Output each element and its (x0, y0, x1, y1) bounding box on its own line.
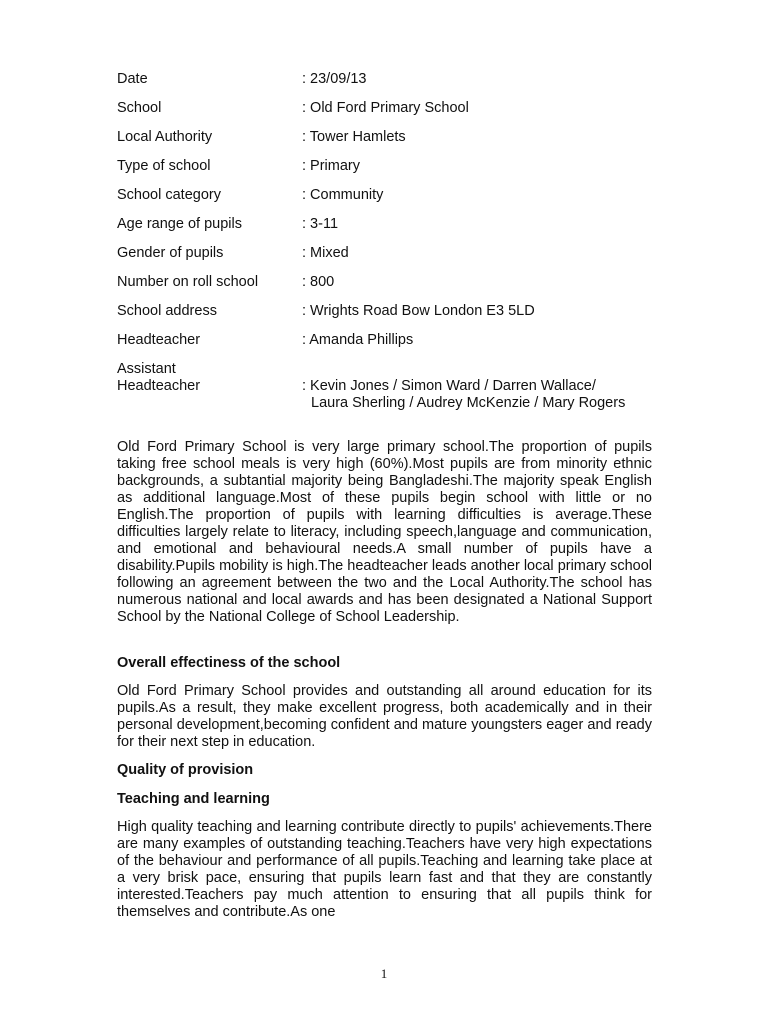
info-label-line: Headteacher (117, 378, 201, 394)
info-label: Local Authority (117, 129, 213, 145)
teaching-and-learning-paragraph: High quality teaching and learning contribute directly to pupils' achievements.There are many examples of outstanding teaching.Teachers have very high expectations of the behaviour and performance of all pupils.Teaching and learning take place at a very brisk pace, ensuring that pupils learn fast and that they are constantly interested.Teachers pay much attention to ensuring that all pupils think for themselves and contribute.As one (117, 819, 652, 920)
info-value-line: : Kevin Jones / Simon Ward / Darren Wallace/ (302, 378, 596, 394)
info-label: Type of school (117, 158, 211, 174)
info-label: School category (117, 187, 221, 203)
info-label: School (117, 100, 162, 116)
info-value: : Tower Hamlets (302, 129, 406, 145)
info-label: Age range of pupils (117, 216, 242, 232)
info-value: : Primary (302, 158, 360, 174)
info-value: : Old Ford Primary School (302, 100, 469, 116)
info-label: Gender of pupils (117, 245, 224, 261)
info-value: : 3-11 (302, 216, 339, 232)
info-value: : Wrights Road Bow London E3 5LD (302, 303, 535, 319)
teaching-and-learning-heading: Teaching and learning (117, 791, 270, 807)
info-label (117, 361, 200, 395)
info-label: Headteacher (117, 332, 201, 348)
intro-paragraph: Old Ford Primary School is very large primary school.The proportion of pupils taking free school meals is very high (60%).Most pupils are from minority ethnic backgrounds, a subtantial majority being Bangladeshi.The majority speak English as additional language.Most of these pupils begin school with little or no English.The proportion of pupils with learning difficulties is average.These difficulties largely relate to literacy, including speech,language and communication, and emotional and behavioural needs.A small number of pupils have a disability.Pupils mobility is high.The headteacher leads another local primary school following an agreement between the two and the Local Authority.The school has numerous national and local awards and has been designated a National Support School by the National College of School Leadership. (117, 439, 652, 625)
info-label: Number on roll school (117, 274, 259, 290)
info-label-line: Assistant (117, 361, 176, 377)
info-label: Date (117, 71, 148, 87)
overall-effectiveness-heading: Overall effectiness of the school (117, 655, 341, 671)
page-number: 1 (380, 966, 388, 981)
info-value (302, 378, 625, 412)
info-value: : Community (302, 187, 384, 203)
info-value: : 800 (302, 274, 335, 290)
info-value: : Amanda Phillips (302, 332, 414, 348)
info-value-line: Laura Sherling / Audrey McKenzie / Mary Rogers (311, 395, 626, 411)
overall-effectiveness-paragraph: Old Ford Primary School provides and outstanding all around education for its pupils.As a result, they make excellent progress, both academically and in their personal development,becoming confident and mature youngsters eager and ready for their next step in education. (117, 683, 652, 750)
info-value: : 23/09/13 (302, 71, 367, 87)
info-value: : Mixed (302, 245, 349, 261)
info-label: School address (117, 303, 217, 319)
quality-of-provision-heading: Quality of provision (117, 762, 254, 778)
